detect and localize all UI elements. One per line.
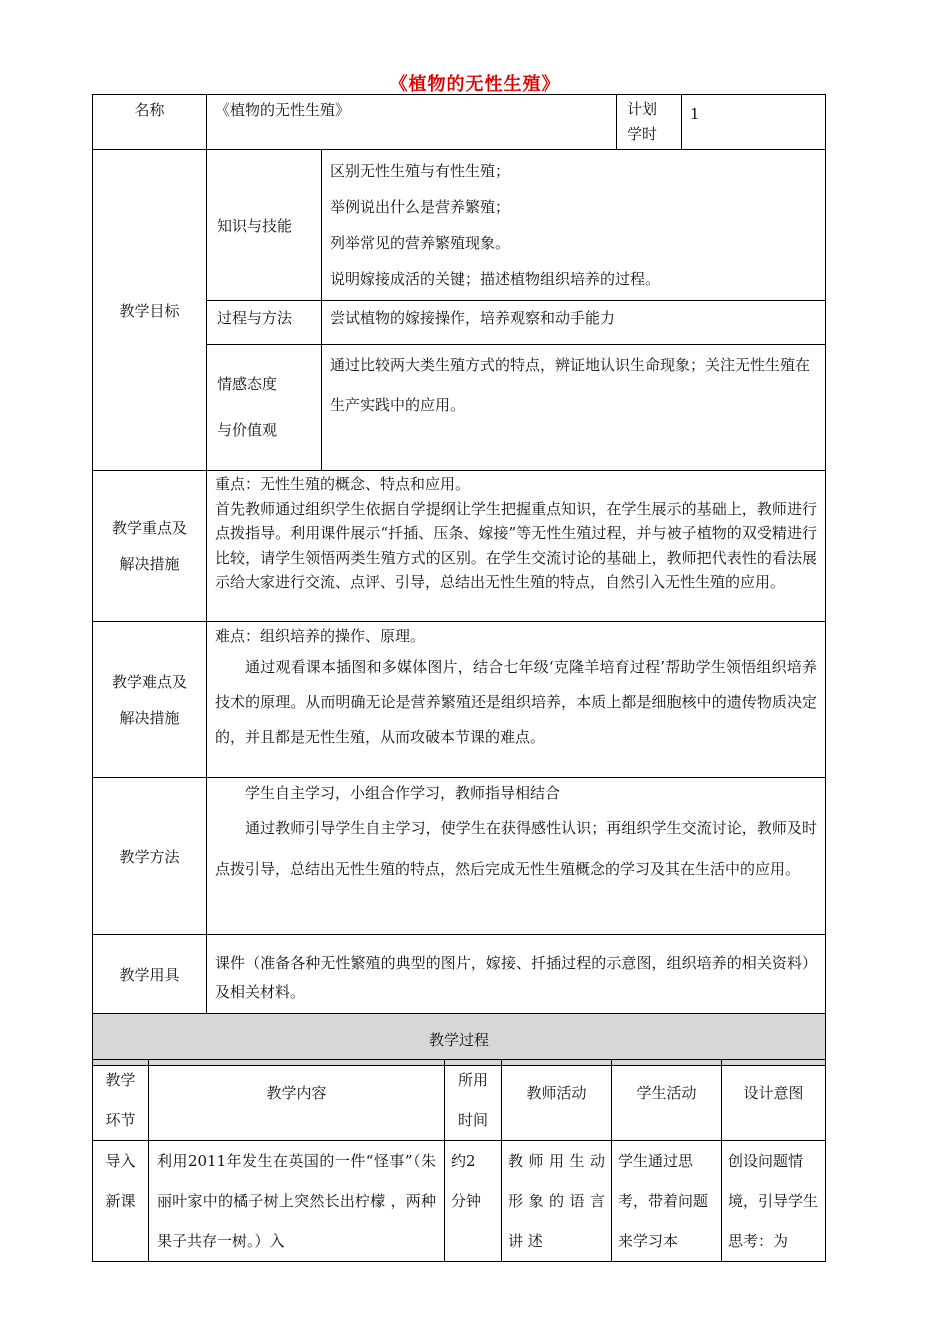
methods-body xyxy=(207,778,826,935)
col-student: 学生活动 xyxy=(612,1060,722,1141)
key-points-body xyxy=(207,471,826,622)
key-points-row xyxy=(93,471,826,622)
knowledge-items xyxy=(322,150,826,301)
emotion-label-line1: 情感态度 xyxy=(217,375,278,393)
knowledge-item: 列举常见的营养繁殖现象。 xyxy=(330,234,511,252)
row-content: 利用2011年发生在英国的一件“怪事”（朱丽叶家中的橘子树上突然长出柠檬 ，两种果子共存一树。）入 xyxy=(149,1141,445,1262)
objectives-label: 教学目标 xyxy=(93,150,207,471)
col-time xyxy=(445,1060,502,1141)
tools-row xyxy=(93,935,826,1014)
document-title: 《植物的无性生殖》 xyxy=(389,74,561,95)
lesson-plan-table xyxy=(92,94,826,1066)
objectives-knowledge-row xyxy=(93,150,826,301)
col-stage-line1: 教学 xyxy=(105,1071,136,1089)
col-intent: 设计意图 xyxy=(722,1060,826,1141)
process-header-row xyxy=(93,1060,826,1141)
col-stage xyxy=(93,1060,149,1141)
key-points-text: 首先教师通过组织学生依据自学提纲让学生把握重点知识，在学生展示的基础上，教师进行点拨指导。利用课件展示“扦插、压条、嫁接”等无性生殖过程，并与被子植物的双受精进行比较，请学生领悟两类生殖方式的区别。在学生交流讨论的基础上，教师把代表性的看法展示给大家进行交流、点评、引导，总结出无性生殖的特点，自然引入无性生殖的应用。 xyxy=(215,499,818,591)
difficulties-label-line1: 教学难点及 xyxy=(111,672,187,691)
col-content: 教学内容 xyxy=(149,1060,445,1141)
row-stage-line1: 导入 xyxy=(105,1152,136,1170)
row-stage xyxy=(93,1141,149,1262)
methods-heading: 学生自主学习，小组合作学习，教师指导相结合 xyxy=(245,784,561,802)
row-time-line1: 约2 xyxy=(451,1152,476,1170)
key-points-label xyxy=(93,471,207,622)
row-teacher: 教 师 用 生 动 形 象 的 语 言 讲 述 xyxy=(502,1141,612,1262)
process-title-row xyxy=(93,1014,826,1066)
col-time-line1: 所用 xyxy=(457,1071,488,1089)
process-text: 尝试植物的嫁接操作，培养观察和动手能力 xyxy=(322,301,826,345)
key-points-label-line2: 解决措施 xyxy=(119,555,180,573)
difficulties-heading: 难点：组织培养的操作、原理。 xyxy=(215,627,426,645)
emotion-text: 通过比较两大类生殖方式的特点，辨证地认识生命现象；关注无性生殖在生产实践中的应用。 xyxy=(322,345,826,471)
process-title: 教学过程 xyxy=(93,1014,826,1066)
difficulties-row xyxy=(93,622,826,778)
knowledge-item: 说明嫁接成活的关键；描述植物组织培养的过程。 xyxy=(330,270,661,288)
methods-label: 教学方法 xyxy=(93,778,207,935)
col-stage-line2: 环节 xyxy=(105,1111,136,1129)
tools-text: 课件（准备各种无性繁殖的典型的图片，嫁接、扦插过程的示意图，组织培养的相关资料）及相关材料。 xyxy=(207,935,826,1014)
name-value: 《植物的无性生殖》 xyxy=(207,95,617,150)
col-teacher: 教师活动 xyxy=(502,1060,612,1141)
row-time-line2: 分钟 xyxy=(451,1192,482,1210)
knowledge-item: 举例说出什么是营养繁殖； xyxy=(330,198,511,216)
row-stage-line2: 新课 xyxy=(105,1192,136,1210)
difficulties-label xyxy=(93,622,207,778)
hours-label xyxy=(617,95,682,150)
methods-row xyxy=(93,778,826,935)
row-time xyxy=(445,1141,502,1262)
difficulties-text: 通过观看课本插图和多媒体图片，结合七年级‘克隆羊培育过程’帮助学生领悟组织培养技术的原理。从而明确无论是营养繁殖还是组织培养，本质上都是细胞核中的遗传物质决定的，并且都是无性生殖，从而攻破本节课的难点。 xyxy=(215,658,818,746)
col-time-line2: 时间 xyxy=(457,1111,488,1129)
process-row xyxy=(93,1141,826,1262)
teaching-process-table xyxy=(92,1059,826,1262)
process-label: 过程与方法 xyxy=(207,301,322,345)
tools-label: 教学用具 xyxy=(93,935,207,1014)
emotion-label-line2: 与价值观 xyxy=(217,421,278,439)
knowledge-item: 区别无性生殖与有性生殖； xyxy=(330,162,511,180)
key-points-label-line1: 教学重点及 xyxy=(111,519,187,537)
difficulties-label-line2: 解决措施 xyxy=(119,708,180,727)
hours-label-text: 计划学时 xyxy=(627,100,658,143)
row-intent: 创设问题情境，引导学生思考：为 xyxy=(722,1141,826,1262)
methods-text: 通过教师引导学生自主学习，使学生在获得感性认识；再组织学生交流讨论，教师及时点拨引导，总结出无性生殖的特点，然后完成无性生殖概念的学习及其在生活中的应用。 xyxy=(215,819,818,878)
name-label: 名称 xyxy=(93,95,207,150)
hours-value: 1 xyxy=(682,95,826,150)
difficulties-body xyxy=(207,622,826,778)
header-row xyxy=(93,95,826,150)
key-points-heading: 重点：无性生殖的概念、特点和应用。 xyxy=(215,475,471,493)
knowledge-label: 知识与技能 xyxy=(207,150,322,301)
emotion-label xyxy=(207,345,322,471)
row-student: 学生通过思考，带着问题来学习本 xyxy=(612,1141,722,1262)
